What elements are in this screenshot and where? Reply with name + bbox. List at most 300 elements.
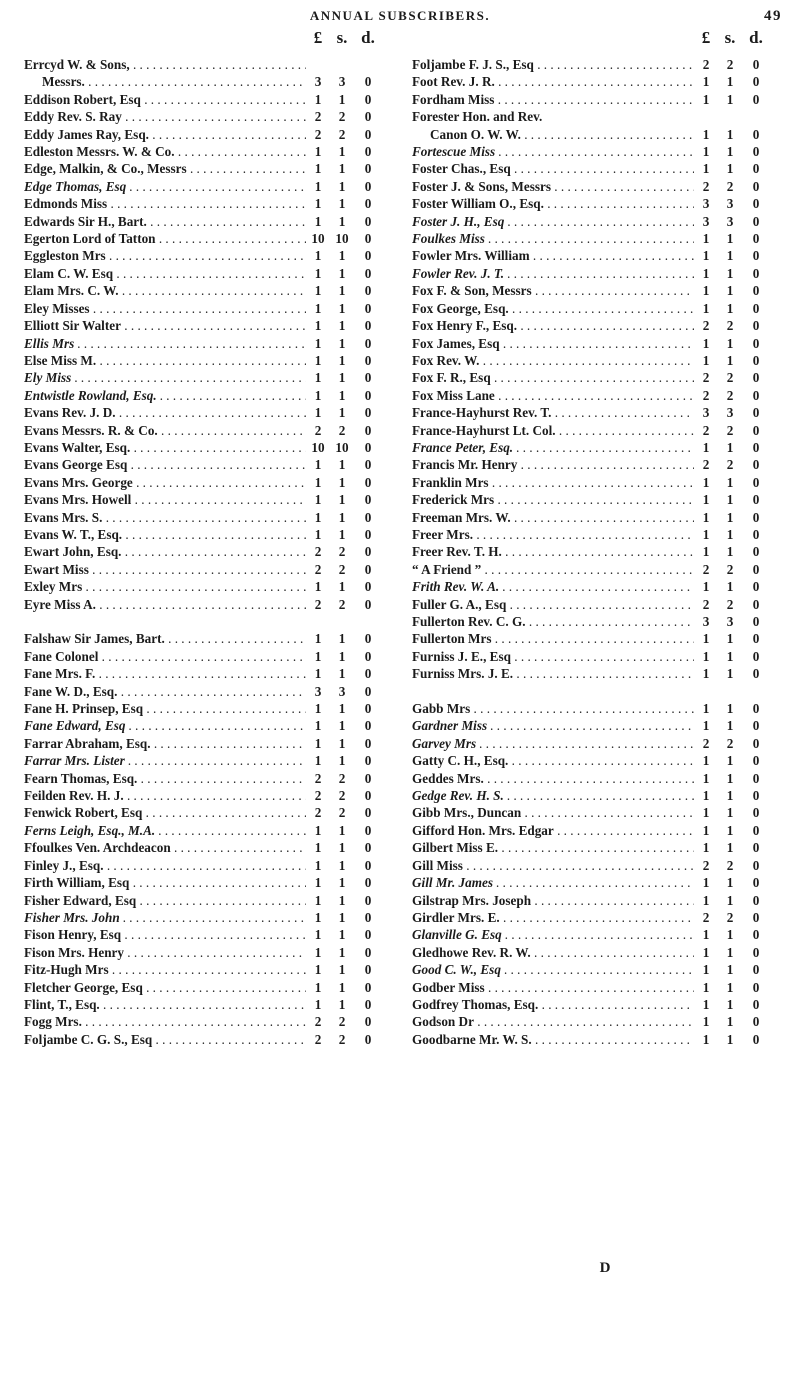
amount-pounds: 1 <box>314 526 322 542</box>
amount-pence: 0 <box>364 439 372 455</box>
amount-shillings: 1 <box>338 300 346 316</box>
amount-shillings: 2 <box>726 318 734 334</box>
amount-pence: 0 <box>752 770 760 786</box>
amount-shillings: 1 <box>726 1014 734 1030</box>
subscriber-entry <box>24 596 384 613</box>
amount-pence: 0 <box>752 213 760 229</box>
subscriber-entry <box>24 787 384 804</box>
amount-pounds: 2 <box>314 109 322 125</box>
subscriber-name: Canon O. W. W. . . . <box>412 126 694 143</box>
amount-shillings: 1 <box>726 231 734 247</box>
amount-pence: 0 <box>752 335 760 351</box>
amount-pence: 0 <box>752 979 760 995</box>
subscriber-entry <box>24 439 384 456</box>
subscriber-name: Evans Rev. J. D. . . . <box>24 404 306 421</box>
amount-pence: 0 <box>752 248 760 264</box>
subscriber-entry <box>24 648 384 665</box>
subscriber-entry <box>412 491 772 508</box>
amount-pounds: 1 <box>314 701 322 717</box>
pence-header: d. <box>361 28 375 47</box>
amount-pence: 0 <box>364 74 372 90</box>
amount-pounds: 1 <box>702 892 710 908</box>
subscriber-name: Foljambe C. G. S., Esq . . . <box>24 1031 306 1048</box>
subscriber-entry <box>412 126 772 143</box>
subscriber-entry <box>24 160 384 177</box>
subscriber-entry <box>412 787 772 804</box>
amount-pounds: 1 <box>702 822 710 838</box>
amount-pounds: 1 <box>702 526 710 542</box>
amount-pence: 0 <box>364 474 372 490</box>
amount-shillings: 1 <box>726 1031 734 1047</box>
subscriber-name: Evans Messrs. R. & Co. . . . <box>24 422 306 439</box>
amount-pounds: 1 <box>702 474 710 490</box>
subscriber-entry <box>24 404 384 421</box>
subscriber-name: Farrar Abraham, Esq. . . . <box>24 735 306 752</box>
amount-shillings: 1 <box>726 544 734 560</box>
amount-shillings: 2 <box>338 422 346 438</box>
subscriber-entry <box>412 56 772 73</box>
amount-pence: 0 <box>364 579 372 595</box>
amount-pounds: 2 <box>702 457 710 473</box>
subscriber-name: Fordham Miss . . . <box>412 91 694 108</box>
amount-pence: 0 <box>752 822 760 838</box>
amount-pounds: 2 <box>314 770 322 786</box>
subscriber-entry <box>24 543 384 560</box>
amount-shillings: 1 <box>726 962 734 978</box>
amount-shillings: 1 <box>726 666 734 682</box>
subscriber-entry <box>412 143 772 160</box>
amount-pence: 0 <box>752 526 760 542</box>
amount-pence: 0 <box>364 248 372 264</box>
subscriber-entry <box>412 369 772 386</box>
subscriber-name: Foster William O., Esq. . . . <box>412 195 694 212</box>
amount-shillings: 1 <box>338 996 346 1012</box>
amount-pence: 0 <box>364 544 372 560</box>
amount-pounds: 1 <box>702 144 710 160</box>
subscriber-name: Frith Rev. W. A. . . . <box>412 578 694 595</box>
amount-shillings: 2 <box>338 788 346 804</box>
subscriber-name: Fisher Edward, Esq . . . <box>24 892 306 909</box>
subscriber-entry <box>24 108 384 125</box>
amount-pence: 0 <box>752 648 760 664</box>
subscriber-entry <box>412 474 772 491</box>
subscriber-name: Garvey Mrs . . . <box>412 735 694 752</box>
amount-pence: 0 <box>364 1014 372 1030</box>
shillings-header: s. <box>724 28 736 47</box>
amount-pence: 0 <box>752 161 760 177</box>
subscriber-name: Godfrey Thomas, Esq. . . . <box>412 996 694 1013</box>
amount-pence: 0 <box>364 840 372 856</box>
amount-pence: 0 <box>364 979 372 995</box>
subscriber-name: Flint, T., Esq. . . . <box>24 996 306 1013</box>
subscriber-name: Fox Rev. W. . . . <box>412 352 694 369</box>
amount-pounds: 1 <box>702 631 710 647</box>
subscriber-name: Fane Colonel . . . <box>24 648 306 665</box>
amount-shillings: 1 <box>338 822 346 838</box>
amount-pence: 0 <box>752 1031 760 1047</box>
amount-pence: 0 <box>364 457 372 473</box>
amount-shillings: 3 <box>338 683 346 699</box>
amount-shillings: 3 <box>726 196 734 212</box>
amount-pounds: 1 <box>702 439 710 455</box>
amount-pounds: 2 <box>314 805 322 821</box>
amount-shillings: 3 <box>726 614 734 629</box>
subscriber-name: Edge Thomas, Esq . . . <box>24 178 306 195</box>
subscriber-name: Ely Miss . . . <box>24 369 306 386</box>
amount-pounds: 1 <box>314 962 322 978</box>
subscriber-entry <box>412 73 772 90</box>
amount-pence: 0 <box>364 492 372 508</box>
amount-pounds: 1 <box>314 457 322 473</box>
subscriber-entry <box>24 526 384 543</box>
amount-pence: 0 <box>364 283 372 299</box>
amount-pence: 0 <box>752 283 760 299</box>
amount-pounds: 1 <box>702 840 710 856</box>
amount-pence: 0 <box>364 387 372 403</box>
amount-pence: 0 <box>364 701 372 717</box>
amount-shillings: 1 <box>726 352 734 368</box>
amount-pence: 0 <box>752 753 760 769</box>
subscriber-name: Foster J. H., Esq . . . <box>412 213 694 230</box>
subscriber-name: Fullerton Rev. C. G. . . . <box>412 613 694 630</box>
amount-shillings: 1 <box>726 631 734 647</box>
amount-pence: 0 <box>364 300 372 316</box>
subscriber-name: Fox F. R., Esq . . . <box>412 369 694 386</box>
subscriber-entry <box>412 665 772 682</box>
amount-pence: 0 <box>364 335 372 351</box>
subscriber-name: Eley Misses . . . <box>24 300 306 317</box>
amount-shillings: 1 <box>726 265 734 281</box>
subscriber-name: Elam Mrs. C. W. . . . <box>24 282 306 299</box>
amount-pounds: 1 <box>314 840 322 856</box>
subscriber-name: Gatty C. H., Esq. . . . <box>412 752 694 769</box>
amount-shillings: 1 <box>338 631 346 647</box>
subscriber-name: Fogg Mrs. . . . <box>24 1013 306 1030</box>
subscriber-entry <box>412 961 772 978</box>
amount-pence: 0 <box>752 196 760 212</box>
subscriber-name: Foulkes Miss . . . <box>412 230 694 247</box>
subscriber-entry <box>24 509 384 526</box>
subscriber-entry <box>24 561 384 578</box>
amount-pence: 0 <box>364 822 372 838</box>
amount-shillings: 1 <box>726 526 734 542</box>
amount-pounds: 1 <box>702 492 710 508</box>
amount-shillings: 1 <box>338 909 346 925</box>
subscriber-entry <box>24 282 384 299</box>
subscriber-entry <box>412 596 772 613</box>
subscriber-entry <box>412 422 772 439</box>
amount-pounds: 1 <box>314 909 322 925</box>
subscriber-entry <box>24 230 384 247</box>
amount-pence: 0 <box>752 387 760 403</box>
amount-pounds: 1 <box>702 805 710 821</box>
subscriber-entry <box>412 265 772 282</box>
amount-pence: 0 <box>752 91 760 107</box>
amount-pounds: 2 <box>314 1014 322 1030</box>
subscriber-name: Girdler Mrs. E. . . . <box>412 909 694 926</box>
subscriber-entry <box>412 195 772 212</box>
amount-pence: 0 <box>364 996 372 1012</box>
subscriber-entry <box>24 335 384 352</box>
subscriber-name: Finley J., Esq. . . . <box>24 857 306 874</box>
subscriber-entry <box>412 839 772 856</box>
amount-shillings: 1 <box>338 526 346 542</box>
signature-mark: D <box>599 1260 611 1276</box>
amount-pounds: 3 <box>702 213 710 229</box>
amount-pounds: 2 <box>702 387 710 403</box>
amount-pounds: 1 <box>702 770 710 786</box>
amount-pence: 0 <box>752 561 760 577</box>
amount-shillings: 10 <box>335 439 349 455</box>
amount-pence: 0 <box>364 178 372 194</box>
subscriber-name: Fowler Mrs. William . . . <box>412 247 694 264</box>
amount-shillings: 1 <box>726 126 734 142</box>
amount-pence: 0 <box>752 370 760 386</box>
amount-pounds: 2 <box>314 1031 322 1047</box>
amount-pence: 0 <box>364 144 372 160</box>
subscriber-name: Gill Mr. James . . . <box>412 874 694 891</box>
subscriber-name: Gedge Rev. H. S. . . . <box>412 787 694 804</box>
amount-pence: 0 <box>752 544 760 560</box>
amount-pence: 0 <box>364 265 372 281</box>
amount-pounds: 2 <box>702 318 710 334</box>
subscriber-entry <box>24 491 384 508</box>
amount-shillings: 1 <box>338 962 346 978</box>
amount-shillings: 1 <box>338 857 346 873</box>
subscriber-name: Elliott Sir Walter . . . <box>24 317 306 334</box>
subscriber-name: Evans W. T., Esq. . . . <box>24 526 306 543</box>
subscriber-entry <box>24 317 384 334</box>
subscriber-name: Ewart John, Esq. . . . <box>24 543 306 560</box>
subscriber-name: Foljambe F. J. S., Esq . . . <box>412 56 694 73</box>
amount-shillings: 2 <box>726 178 734 194</box>
subscriber-name: Feilden Rev. H. J. . . . <box>24 787 306 804</box>
subscriber-name: Furniss Mrs. J. E. . . . <box>412 665 694 682</box>
amount-shillings: 2 <box>338 109 346 125</box>
amount-pence: 0 <box>364 109 372 125</box>
amount-pounds: 1 <box>314 979 322 995</box>
amount-shillings: 1 <box>726 91 734 107</box>
subscriber-name: Gabb Mrs . . . <box>412 700 694 717</box>
subscriber-entry <box>24 770 384 787</box>
section-gap <box>24 613 384 630</box>
amount-pounds: 1 <box>702 352 710 368</box>
amount-pounds: 1 <box>314 875 322 891</box>
amount-pounds: 1 <box>314 213 322 229</box>
subscriber-name: Evans George Esq . . . <box>24 456 306 473</box>
subscriber-name: Elam C. W. Esq . . . <box>24 265 306 282</box>
subscriber-name: Gibb Mrs., Duncan . . . <box>412 804 694 821</box>
subscriber-entry <box>412 996 772 1013</box>
subscriber-entry <box>24 804 384 821</box>
amount-pounds: 1 <box>314 857 322 873</box>
amount-pence: 0 <box>752 892 760 908</box>
amount-pounds: 2 <box>702 422 710 438</box>
amount-shillings: 1 <box>338 91 346 107</box>
section-gap <box>412 683 772 700</box>
amount-shillings: 2 <box>338 1014 346 1030</box>
amount-pounds: 1 <box>702 248 710 264</box>
subscriber-entry <box>24 578 384 595</box>
subscriber-entry <box>412 857 772 874</box>
amount-pence: 0 <box>364 927 372 943</box>
amount-shillings: 2 <box>338 1031 346 1047</box>
left-subscriber-column <box>24 56 384 1048</box>
amount-pence: 0 <box>752 474 760 490</box>
amount-pence: 0 <box>752 718 760 734</box>
subscriber-entry <box>24 752 384 769</box>
subscriber-entry <box>412 770 772 787</box>
subscriber-entry <box>24 857 384 874</box>
amount-pounds: 1 <box>314 927 322 943</box>
subscriber-entry <box>412 630 772 647</box>
subscriber-entry <box>24 300 384 317</box>
amount-shillings: 1 <box>726 335 734 351</box>
amount-shillings: 1 <box>338 840 346 856</box>
subscriber-name: Fane Edward, Esq . . . <box>24 717 306 734</box>
subscriber-name: Evans Mrs. George . . . <box>24 474 306 491</box>
subscriber-name: Gilstrap Mrs. Joseph . . . <box>412 892 694 909</box>
amount-pounds: 1 <box>702 1031 710 1047</box>
subscriber-name: Egerton Lord of Tatton . . . <box>24 230 306 247</box>
page-title: ANNUAL SUBSCRIBERS. <box>309 8 491 23</box>
subscriber-entry <box>412 317 772 334</box>
subscriber-name: Frederick Mrs . . . <box>412 491 694 508</box>
amount-pounds: 1 <box>314 631 322 647</box>
subscriber-name: Fox Henry F., Esq. . . . <box>412 317 694 334</box>
subscriber-entry <box>412 822 772 839</box>
subscriber-entry <box>412 509 772 526</box>
amount-pounds: 2 <box>314 561 322 577</box>
amount-pence: 0 <box>752 352 760 368</box>
amount-pence: 0 <box>752 126 760 142</box>
amount-shillings: 2 <box>726 422 734 438</box>
amount-shillings: 10 <box>335 231 349 247</box>
subscriber-entry <box>24 874 384 891</box>
subscriber-entry <box>24 178 384 195</box>
subscriber-name: Evans Walter, Esq. . . . <box>24 439 306 456</box>
amount-pence: 0 <box>752 405 760 421</box>
subscriber-entry <box>412 387 772 404</box>
subscriber-entry <box>24 700 384 717</box>
subscriber-entry <box>24 665 384 682</box>
subscriber-name: Edwards Sir H., Bart. . . . <box>24 213 306 230</box>
subscriber-name: Francis Mr. Henry . . . <box>412 456 694 473</box>
subscriber-name: France Peter, Esq. . . . <box>412 439 694 456</box>
subscriber-entry <box>412 613 772 630</box>
subscriber-name: Fox F. & Son, Messrs . . . <box>412 282 694 299</box>
amount-shillings: 2 <box>726 857 734 873</box>
amount-pence: 0 <box>752 74 760 90</box>
amount-shillings: 1 <box>338 509 346 525</box>
amount-shillings: 2 <box>726 561 734 577</box>
amount-shillings: 1 <box>726 161 734 177</box>
subscriber-name: Fox George, Esq. . . . <box>412 300 694 317</box>
amount-pounds: 1 <box>702 962 710 978</box>
amount-shillings: 1 <box>338 701 346 717</box>
subscriber-entry <box>412 335 772 352</box>
subscriber-entry <box>24 717 384 734</box>
subscriber-entry <box>412 648 772 665</box>
amount-pounds: 1 <box>702 701 710 717</box>
amount-pence: 0 <box>364 857 372 873</box>
amount-shillings: 2 <box>338 770 346 786</box>
subscriber-entry <box>412 944 772 961</box>
amount-pence: 0 <box>364 596 372 612</box>
amount-pounds: 1 <box>702 666 710 682</box>
subscriber-name: Else Miss M. . . . <box>24 352 306 369</box>
subscriber-name: Ewart Miss . . . <box>24 561 306 578</box>
amount-pounds: 1 <box>314 666 322 682</box>
amount-pence: 0 <box>752 57 760 72</box>
amount-shillings: 1 <box>338 457 346 473</box>
amount-pounds: 1 <box>702 231 710 247</box>
amount-pounds: 2 <box>314 788 322 804</box>
subscriber-entry <box>412 300 772 317</box>
amount-shillings: 1 <box>338 161 346 177</box>
amount-pounds: 1 <box>314 196 322 212</box>
amount-shillings: 1 <box>338 474 346 490</box>
amount-pence: 0 <box>752 909 760 925</box>
amount-shillings: 1 <box>338 387 346 403</box>
amount-pounds: 1 <box>702 126 710 142</box>
amount-shillings: 1 <box>726 788 734 804</box>
subscriber-name: Gilbert Miss E. . . . <box>412 839 694 856</box>
subscriber-name: Evans Mrs. S. . . . <box>24 509 306 526</box>
amount-shillings: 1 <box>338 248 346 264</box>
amount-shillings: 2 <box>726 909 734 925</box>
subscriber-name: Eddy Rev. S. Ray . . . <box>24 108 306 125</box>
amount-pounds: 2 <box>314 544 322 560</box>
amount-shillings: 1 <box>726 805 734 821</box>
amount-pence: 0 <box>364 91 372 107</box>
subscriber-name: Fox Miss Lane . . . <box>412 387 694 404</box>
amount-pounds: 1 <box>314 144 322 160</box>
subscriber-entry <box>24 944 384 961</box>
subscriber-name: Eyre Miss A. . . . <box>24 596 306 613</box>
subscriber-entry <box>412 247 772 264</box>
amount-shillings: 1 <box>338 370 346 386</box>
amount-pounds: 1 <box>702 544 710 560</box>
amount-pounds: 2 <box>314 596 322 612</box>
amount-pence: 0 <box>752 300 760 316</box>
amount-shillings: 1 <box>338 666 346 682</box>
subscriber-name: Fenwick Robert, Esq . . . <box>24 804 306 821</box>
pounds-header: £ <box>313 28 323 47</box>
subscriber-name: Fane Mrs. F. . . . <box>24 665 306 682</box>
amount-shillings: 1 <box>338 196 346 212</box>
amount-shillings: 2 <box>338 544 346 560</box>
subscriber-name: Glanville G. Esq . . . <box>412 926 694 943</box>
subscriber-name: Franklin Mrs . . . <box>412 474 694 491</box>
amount-pence: 0 <box>752 666 760 682</box>
subscriber-entry <box>412 213 772 230</box>
subscriber-name: Goodbarne Mr. W. S. . . . <box>412 1031 694 1048</box>
subscriber-entry <box>24 961 384 978</box>
subscriber-name: Exley Mrs . . . <box>24 578 306 595</box>
amount-pence: 0 <box>752 318 760 334</box>
amount-pounds: 1 <box>314 265 322 281</box>
amount-shillings: 1 <box>726 492 734 508</box>
amount-pounds: 1 <box>314 161 322 177</box>
amount-pounds: 1 <box>314 318 322 334</box>
subscriber-entry <box>412 700 772 717</box>
amount-shillings: 1 <box>726 439 734 455</box>
amount-pounds: 2 <box>702 857 710 873</box>
amount-pence: 0 <box>752 735 760 751</box>
subscriber-name: Fowler Rev. J. T. . . . <box>412 265 694 282</box>
subscriber-name: Fitz-Hugh Mrs . . . <box>24 961 306 978</box>
